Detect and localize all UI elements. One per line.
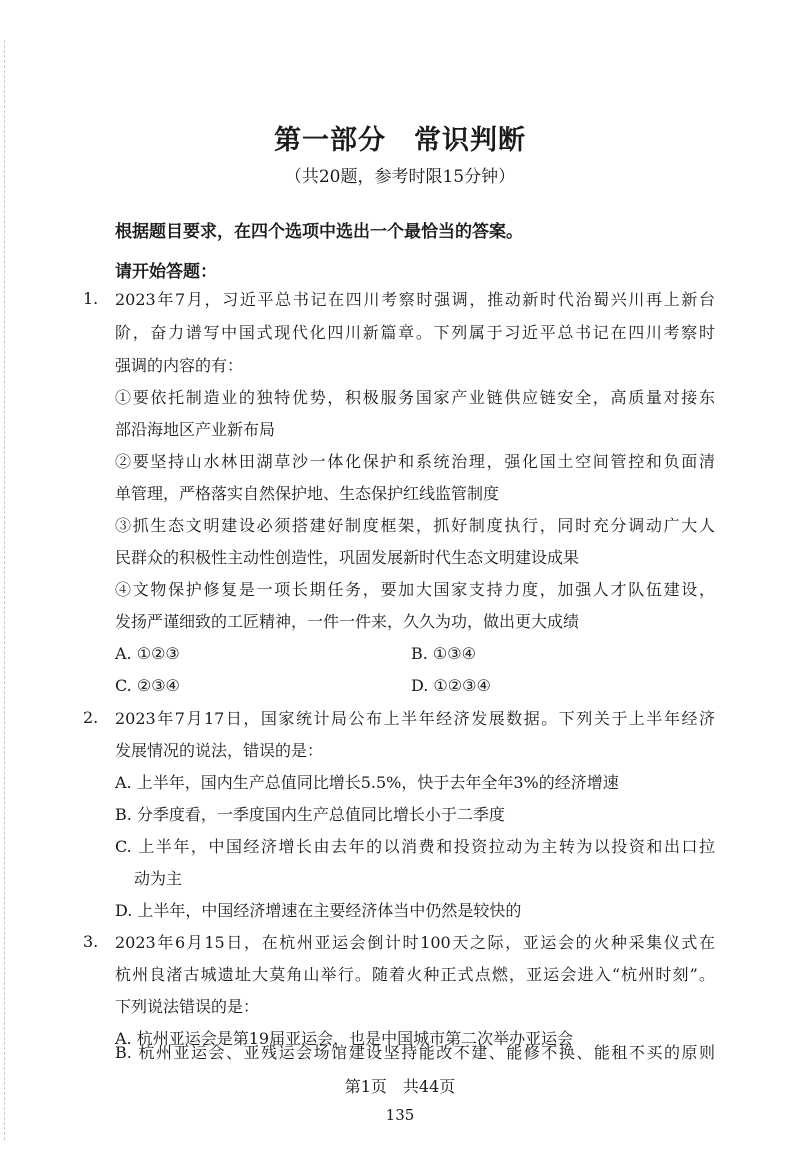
question-stem-line: 2023年7月，习近平总书记在四川考察时强调，推动新时代治蜀兴川再上新台 [115,290,715,309]
statement-line: 部沿海地区产业新布局 [115,420,276,439]
statement-line: 民群众的积极性主动性创造性，巩固发展新时代生态文明建设成果 [115,548,580,567]
option-d: D. 上半年，中国经济增速在主要经济体当中仍然是较快的 [115,901,522,920]
option-b: B. ①③④ [411,644,476,663]
section-title: 第一部分 常识判断 [274,125,526,156]
page-label: 第1页 共44页 [344,1077,456,1096]
option-a: A. 杭州亚运会是第19届亚运会，也是中国城市第二次举办亚运会 [115,1029,574,1048]
question-stem-line: 强调的内容的有： [115,356,244,375]
option-c-continued: 动为主 [134,869,183,888]
option-d: D. ①②③④ [411,676,491,695]
page-number: 135 [385,1106,415,1124]
option-b: B. 杭州亚运会、亚残运会场馆建设坚持能改不建、能修不换、能租不买的原则 [115,1043,715,1062]
start-prompt: 请开始答题： [115,262,217,282]
statement-line: ②要坚持山水林田湖草沙一体化保护和系统治理，强化国土空间管控和负面清 [115,452,715,471]
question-stem-line: 阶，奋力谱写中国式现代化四川新篇章。下列属于习近平总书记在四川考察时 [115,323,715,342]
statement-line: ①要依托制造业的独特优势，积极服务国家产业链供应链安全，高质量对接东 [115,388,715,407]
statement-line: ③抓生态文明建设必须搭建好制度框架，抓好制度执行，同时充分调动广大人 [115,516,715,535]
question-stem-line: 杭州良渚古城遗址大莫角山举行。随着火种正式点燃，亚运会进入“杭州时刻”。 [115,965,715,984]
option-a: A. ①②③ [115,644,180,663]
section-subtitle: （共20题，参考时限15分钟） [284,167,516,187]
option-b: B. 分季度看，一季度国内生产总值同比增长小于二季度 [115,805,505,824]
question-stem-line: 2023年6月15日，在杭州亚运会倒计时100天之际，亚运会的火种采集仪式在 [115,933,715,952]
question-number: 1. [83,289,99,308]
statement-line: 发扬严谨细致的工匠精神，一件一件来，久久为功，做出更大成绩 [115,612,580,631]
option-c: C. 上半年，中国经济增长由去年的以消费和投资拉动为主转为以投资和出口拉 [115,837,715,856]
instruction-line: 根据题目要求，在四个选项中选出一个最恰当的答案。 [115,222,523,242]
question-number: 2. [83,708,99,727]
statement-line: ④文物保护修复是一项长期任务，要加大国家支持力度，加强人才队伍建设， [115,580,715,599]
question-number: 3. [83,932,99,951]
question-stem-line: 下列说法错误的是： [115,997,260,1016]
question-stem-line: 2023年7月17日，国家统计局公布上半年经济发展数据。下列关于上半年经济 [115,709,715,728]
option-a: A. 上半年，国内生产总值同比增长5.5%，快于去年全年3%的经济增速 [115,773,619,792]
question-stem-line: 发展情况的说法，错误的是： [115,741,324,760]
statement-line: 单管理，严格落实自然保护地、生态保护红线监管制度 [115,484,500,503]
scan-edge-artifact [4,40,7,1140]
option-c: C. ②③④ [115,676,180,695]
